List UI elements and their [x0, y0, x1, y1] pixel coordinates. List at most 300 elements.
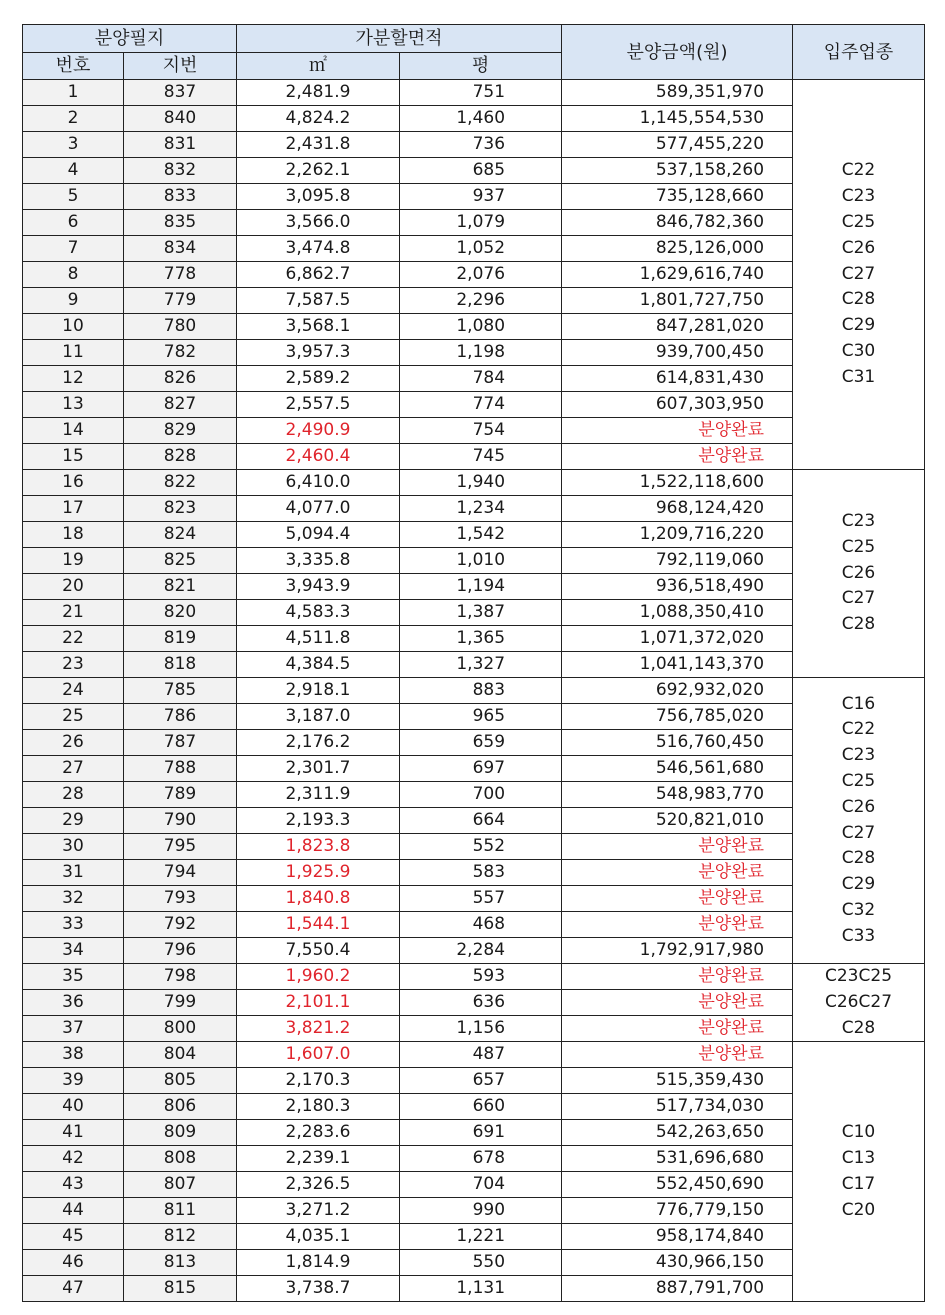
- cell-area-sqm: 1,840.8: [237, 886, 400, 912]
- industry-code: C26C27: [825, 991, 893, 1012]
- cell-area-sqm: 2,176.2: [237, 730, 400, 756]
- cell-lot: 840: [124, 106, 237, 132]
- table-row: [23, 1068, 925, 1094]
- cell-area-pyeong: 1,010: [400, 548, 562, 574]
- cell-area-sqm: 2,193.3: [237, 808, 400, 834]
- cell-price: 589,351,970: [562, 80, 793, 106]
- cell-area-sqm: 3,738.7: [237, 1276, 400, 1302]
- cell-price: 분양완료: [562, 860, 793, 886]
- cell-lot: 806: [124, 1094, 237, 1120]
- cell-lot: 815: [124, 1276, 237, 1302]
- cell-no: 36: [23, 990, 124, 1016]
- cell-no: 11: [23, 340, 124, 366]
- cell-no: 25: [23, 704, 124, 730]
- cell-area-sqm: 3,566.0: [237, 210, 400, 236]
- cell-lot: 792: [124, 912, 237, 938]
- cell-no: 30: [23, 834, 124, 860]
- cell-area-pyeong: 751: [400, 80, 562, 106]
- table-row: [23, 158, 925, 184]
- cell-area-pyeong: 657: [400, 1068, 562, 1094]
- cell-price: 430,966,150: [562, 1250, 793, 1276]
- cell-area-pyeong: 468: [400, 912, 562, 938]
- cell-price: 1,209,716,220: [562, 522, 793, 548]
- cell-lot: 818: [124, 652, 237, 678]
- cell-area-pyeong: 1,080: [400, 314, 562, 340]
- table-row: [23, 288, 925, 314]
- cell-area-sqm: 4,077.0: [237, 496, 400, 522]
- cell-industry-codes: [793, 678, 925, 964]
- cell-no: 34: [23, 938, 124, 964]
- cell-price: 607,303,950: [562, 392, 793, 418]
- cell-area-pyeong: 1,542: [400, 522, 562, 548]
- cell-no: 28: [23, 782, 124, 808]
- cell-area-pyeong: 2,076: [400, 262, 562, 288]
- cell-price: 936,518,490: [562, 574, 793, 600]
- cell-area-sqm: 1,814.9: [237, 1250, 400, 1276]
- cell-area-sqm: 1,607.0: [237, 1042, 400, 1068]
- cell-price: 939,700,450: [562, 340, 793, 366]
- cell-area-sqm: 2,589.2: [237, 366, 400, 392]
- cell-price: 887,791,700: [562, 1276, 793, 1302]
- cell-area-pyeong: 1,460: [400, 106, 562, 132]
- table-row: [23, 522, 925, 548]
- table-row: [23, 106, 925, 132]
- cell-area-pyeong: 1,234: [400, 496, 562, 522]
- industry-code: C23C25: [825, 966, 893, 986]
- cell-price: 분양완료: [562, 444, 793, 470]
- cell-price: 692,932,020: [562, 678, 793, 704]
- cell-lot: 798: [124, 964, 237, 990]
- table-row: [23, 834, 925, 860]
- cell-lot: 823: [124, 496, 237, 522]
- table-row: [23, 1172, 925, 1198]
- cell-area-pyeong: 685: [400, 158, 562, 184]
- cell-price: 1,792,917,980: [562, 938, 793, 964]
- cell-no: 32: [23, 886, 124, 912]
- cell-area-sqm: 3,957.3: [237, 340, 400, 366]
- industry-code: C29: [841, 874, 876, 895]
- cell-area-sqm: 6,862.7: [237, 262, 400, 288]
- cell-lot: 793: [124, 886, 237, 912]
- cell-area-sqm: 2,460.4: [237, 444, 400, 470]
- cell-price: 542,263,650: [562, 1120, 793, 1146]
- cell-area-sqm: 4,035.1: [237, 1224, 400, 1250]
- table-row: [23, 860, 925, 886]
- industry-code: C25: [841, 212, 876, 232]
- industry-code: C20: [841, 1199, 876, 1220]
- cell-no: 1: [23, 80, 124, 106]
- table-row: [23, 1094, 925, 1120]
- cell-lot: 808: [124, 1146, 237, 1172]
- table-row: [23, 1276, 925, 1302]
- cell-lot: 782: [124, 340, 237, 366]
- cell-price: 1,071,372,020: [562, 626, 793, 652]
- cell-no: 8: [23, 262, 124, 288]
- header-pyeong: 평: [400, 53, 562, 80]
- table-row: [23, 184, 925, 210]
- cell-area-pyeong: 704: [400, 1172, 562, 1198]
- table-row: [23, 392, 925, 418]
- cell-area-pyeong: 736: [400, 132, 562, 158]
- cell-area-pyeong: 1,198: [400, 340, 562, 366]
- cell-area-pyeong: 990: [400, 1198, 562, 1224]
- cell-lot: 831: [124, 132, 237, 158]
- cell-area-sqm: 5,094.4: [237, 522, 400, 548]
- cell-lot: 786: [124, 704, 237, 730]
- industry-code: C28: [841, 289, 876, 310]
- industry-code: C30: [841, 340, 876, 361]
- cell-area-sqm: 3,271.2: [237, 1198, 400, 1224]
- cell-industry-codes: [793, 1042, 925, 1302]
- cell-price: 분양완료: [562, 886, 793, 912]
- cell-area-sqm: 2,490.9: [237, 418, 400, 444]
- cell-no: 6: [23, 210, 124, 236]
- table-row: [23, 366, 925, 392]
- cell-price: 1,145,554,530: [562, 106, 793, 132]
- cell-no: 26: [23, 730, 124, 756]
- cell-price: 968,124,420: [562, 496, 793, 522]
- cell-area-pyeong: 1,221: [400, 1224, 562, 1250]
- cell-no: 40: [23, 1094, 124, 1120]
- cell-lot: 785: [124, 678, 237, 704]
- table-body: [23, 80, 925, 1302]
- cell-area-sqm: 2,170.3: [237, 1068, 400, 1094]
- cell-no: 39: [23, 1068, 124, 1094]
- cell-area-sqm: 2,481.9: [237, 80, 400, 106]
- cell-price: 분양완료: [562, 1016, 793, 1042]
- cell-price: 735,128,660: [562, 184, 793, 210]
- cell-price: 분양완료: [562, 912, 793, 938]
- cell-lot: 822: [124, 470, 237, 496]
- cell-lot: 804: [124, 1042, 237, 1068]
- cell-area-pyeong: 883: [400, 678, 562, 704]
- cell-lot: 819: [124, 626, 237, 652]
- parcel-sale-table: [22, 24, 925, 1302]
- cell-price: 531,696,680: [562, 1146, 793, 1172]
- cell-lot: 778: [124, 262, 237, 288]
- table-row: [23, 1198, 925, 1224]
- cell-price: 분양완료: [562, 990, 793, 1016]
- cell-area-sqm: 3,821.2: [237, 1016, 400, 1042]
- table-row: [23, 938, 925, 964]
- cell-lot: 788: [124, 756, 237, 782]
- cell-area-sqm: 1,823.8: [237, 834, 400, 860]
- cell-area-pyeong: 691: [400, 1120, 562, 1146]
- cell-area-pyeong: 1,327: [400, 652, 562, 678]
- table-row: [23, 132, 925, 158]
- cell-no: 21: [23, 600, 124, 626]
- cell-price: 958,174,840: [562, 1224, 793, 1250]
- cell-no: 7: [23, 236, 124, 262]
- cell-area-sqm: 2,311.9: [237, 782, 400, 808]
- cell-area-sqm: 3,335.8: [237, 548, 400, 574]
- cell-no: 14: [23, 418, 124, 444]
- cell-no: 13: [23, 392, 124, 418]
- cell-area-sqm: 2,918.1: [237, 678, 400, 704]
- cell-area-sqm: 3,095.8: [237, 184, 400, 210]
- industry-code: C32: [841, 899, 876, 920]
- cell-price: 520,821,010: [562, 808, 793, 834]
- industry-code: C28: [841, 1017, 876, 1038]
- cell-lot: 790: [124, 808, 237, 834]
- cell-area-sqm: 1,960.2: [237, 964, 400, 990]
- cell-area-sqm: 2,301.7: [237, 756, 400, 782]
- cell-area-pyeong: 660: [400, 1094, 562, 1120]
- cell-no: 3: [23, 132, 124, 158]
- industry-code: C25: [841, 536, 876, 557]
- cell-lot: 837: [124, 80, 237, 106]
- cell-no: 24: [23, 678, 124, 704]
- cell-no: 27: [23, 756, 124, 782]
- cell-lot: 820: [124, 600, 237, 626]
- table-row: [23, 496, 925, 522]
- cell-area-pyeong: 1,194: [400, 574, 562, 600]
- cell-industry-codes: [793, 470, 925, 678]
- cell-lot: 835: [124, 210, 237, 236]
- table-row: [23, 470, 925, 496]
- cell-lot: 787: [124, 730, 237, 756]
- header-sqm: ㎡: [237, 53, 400, 80]
- cell-area-pyeong: 784: [400, 366, 562, 392]
- cell-no: 29: [23, 808, 124, 834]
- cell-area-sqm: 1,544.1: [237, 912, 400, 938]
- cell-price: 1,041,143,370: [562, 652, 793, 678]
- industry-code: C27: [841, 263, 876, 284]
- cell-lot: 833: [124, 184, 237, 210]
- cell-lot: 826: [124, 366, 237, 392]
- cell-lot: 809: [124, 1120, 237, 1146]
- industry-code: C13: [841, 1148, 876, 1169]
- header-price: 분양금액(원): [562, 25, 793, 80]
- cell-area-sqm: 1,925.9: [237, 860, 400, 886]
- cell-lot: 821: [124, 574, 237, 600]
- table-row: [23, 626, 925, 652]
- cell-area-sqm: 7,587.5: [237, 288, 400, 314]
- header-row-1: [23, 25, 925, 53]
- cell-price: 548,983,770: [562, 782, 793, 808]
- industry-code: C29: [841, 315, 876, 336]
- cell-lot: 805: [124, 1068, 237, 1094]
- cell-no: 17: [23, 496, 124, 522]
- cell-lot: 832: [124, 158, 237, 184]
- cell-no: 44: [23, 1198, 124, 1224]
- industry-code: C26: [841, 562, 876, 583]
- cell-price: 847,281,020: [562, 314, 793, 340]
- cell-area-pyeong: 937: [400, 184, 562, 210]
- cell-no: 9: [23, 288, 124, 314]
- table-row: [23, 236, 925, 262]
- cell-area-pyeong: 550: [400, 1250, 562, 1276]
- table-row: [23, 678, 925, 704]
- cell-no: 43: [23, 1172, 124, 1198]
- cell-no: 22: [23, 626, 124, 652]
- industry-code: C26: [841, 237, 876, 258]
- table-row: [23, 1250, 925, 1276]
- cell-no: 38: [23, 1042, 124, 1068]
- cell-price: 825,126,000: [562, 236, 793, 262]
- cell-price: 515,359,430: [562, 1068, 793, 1094]
- industry-code: C23: [841, 511, 876, 531]
- cell-area-pyeong: 697: [400, 756, 562, 782]
- cell-no: 16: [23, 470, 124, 496]
- table-row: [23, 574, 925, 600]
- table-row: [23, 730, 925, 756]
- industry-code: C16: [841, 693, 876, 714]
- cell-area-sqm: 2,431.8: [237, 132, 400, 158]
- table-row: [23, 210, 925, 236]
- cell-no: 15: [23, 444, 124, 470]
- cell-area-sqm: 3,474.8: [237, 236, 400, 262]
- table-row: [23, 1120, 925, 1146]
- cell-area-sqm: 3,187.0: [237, 704, 400, 730]
- table-row: [23, 80, 925, 106]
- cell-price: 분양완료: [562, 1042, 793, 1068]
- industry-code: C26: [841, 796, 876, 817]
- cell-area-pyeong: 1,052: [400, 236, 562, 262]
- cell-area-pyeong: 583: [400, 860, 562, 886]
- cell-no: 41: [23, 1120, 124, 1146]
- table-row: [23, 314, 925, 340]
- cell-price: 분양완료: [562, 418, 793, 444]
- table-row: [23, 548, 925, 574]
- cell-price: 517,734,030: [562, 1094, 793, 1120]
- table-row: [23, 418, 925, 444]
- industry-code: C33: [841, 925, 876, 946]
- cell-lot: 828: [124, 444, 237, 470]
- industry-code: C22: [841, 160, 876, 181]
- cell-area-pyeong: 700: [400, 782, 562, 808]
- cell-lot: 825: [124, 548, 237, 574]
- header-area-group: 가분할면적: [237, 25, 562, 53]
- cell-no: 47: [23, 1276, 124, 1302]
- cell-lot: 799: [124, 990, 237, 1016]
- cell-area-sqm: 4,511.8: [237, 626, 400, 652]
- cell-area-pyeong: 664: [400, 808, 562, 834]
- cell-area-pyeong: 593: [400, 964, 562, 990]
- cell-area-sqm: 4,384.5: [237, 652, 400, 678]
- cell-lot: 834: [124, 236, 237, 262]
- cell-area-sqm: 4,583.3: [237, 600, 400, 626]
- header-parcel-group: 분양필지: [23, 25, 237, 53]
- cell-area-pyeong: 1,940: [400, 470, 562, 496]
- industry-code: C25: [841, 770, 876, 791]
- cell-area-pyeong: 1,131: [400, 1276, 562, 1302]
- cell-price: 792,119,060: [562, 548, 793, 574]
- table-row: [23, 600, 925, 626]
- cell-area-sqm: 3,568.1: [237, 314, 400, 340]
- cell-industry-codes: [793, 964, 925, 1042]
- cell-area-pyeong: 774: [400, 392, 562, 418]
- cell-area-pyeong: 487: [400, 1042, 562, 1068]
- cell-area-sqm: 2,283.6: [237, 1120, 400, 1146]
- table-row: [23, 990, 925, 1016]
- cell-area-sqm: 4,824.2: [237, 106, 400, 132]
- table-row: [23, 964, 925, 990]
- cell-price: 1,629,616,740: [562, 262, 793, 288]
- cell-area-pyeong: 965: [400, 704, 562, 730]
- cell-price: 분양완료: [562, 964, 793, 990]
- table-row: [23, 1146, 925, 1172]
- cell-no: 35: [23, 964, 124, 990]
- cell-no: 37: [23, 1016, 124, 1042]
- cell-price: 546,561,680: [562, 756, 793, 782]
- cell-area-pyeong: 636: [400, 990, 562, 1016]
- cell-price: 776,779,150: [562, 1198, 793, 1224]
- table-row: [23, 704, 925, 730]
- cell-area-pyeong: 557: [400, 886, 562, 912]
- cell-price: 분양완료: [562, 834, 793, 860]
- table-row: [23, 808, 925, 834]
- cell-lot: 789: [124, 782, 237, 808]
- cell-industry-codes: [793, 80, 925, 470]
- cell-area-sqm: 7,550.4: [237, 938, 400, 964]
- header-no: 번호: [23, 53, 124, 80]
- cell-price: 537,158,260: [562, 158, 793, 184]
- cell-lot: 796: [124, 938, 237, 964]
- cell-no: 5: [23, 184, 124, 210]
- cell-area-pyeong: 2,296: [400, 288, 562, 314]
- cell-lot: 780: [124, 314, 237, 340]
- table-row: [23, 340, 925, 366]
- cell-area-pyeong: 2,284: [400, 938, 562, 964]
- industry-code: C27: [841, 822, 876, 843]
- cell-price: 756,785,020: [562, 704, 793, 730]
- cell-lot: 794: [124, 860, 237, 886]
- cell-area-pyeong: 745: [400, 444, 562, 470]
- cell-area-sqm: 2,101.1: [237, 990, 400, 1016]
- table-row: [23, 652, 925, 678]
- cell-price: 516,760,450: [562, 730, 793, 756]
- cell-area-sqm: 2,326.5: [237, 1172, 400, 1198]
- cell-area-sqm: 2,239.1: [237, 1146, 400, 1172]
- cell-no: 46: [23, 1250, 124, 1276]
- cell-area-pyeong: 678: [400, 1146, 562, 1172]
- cell-price: 846,782,360: [562, 210, 793, 236]
- table-row: [23, 1224, 925, 1250]
- cell-lot: 807: [124, 1172, 237, 1198]
- header-industry: 입주업종: [793, 25, 925, 80]
- cell-lot: 827: [124, 392, 237, 418]
- cell-no: 12: [23, 366, 124, 392]
- cell-price: 577,455,220: [562, 132, 793, 158]
- cell-area-sqm: 2,262.1: [237, 158, 400, 184]
- cell-area-pyeong: 1,387: [400, 600, 562, 626]
- table-row: [23, 886, 925, 912]
- cell-no: 18: [23, 522, 124, 548]
- cell-lot: 812: [124, 1224, 237, 1250]
- cell-price: 552,450,690: [562, 1172, 793, 1198]
- industry-code: C23: [841, 186, 876, 207]
- cell-area-pyeong: 552: [400, 834, 562, 860]
- cell-price: 1,088,350,410: [562, 600, 793, 626]
- cell-price: 1,522,118,600: [562, 470, 793, 496]
- cell-lot: 779: [124, 288, 237, 314]
- cell-price: 614,831,430: [562, 366, 793, 392]
- table-row: [23, 1042, 925, 1068]
- cell-lot: 800: [124, 1016, 237, 1042]
- industry-code: C28: [841, 614, 876, 635]
- cell-no: 45: [23, 1224, 124, 1250]
- cell-no: 20: [23, 574, 124, 600]
- cell-no: 42: [23, 1146, 124, 1172]
- industry-code: C22: [841, 719, 876, 740]
- table-row: [23, 912, 925, 938]
- table-row: [23, 444, 925, 470]
- cell-area-sqm: 2,557.5: [237, 392, 400, 418]
- cell-lot: 795: [124, 834, 237, 860]
- cell-lot: 829: [124, 418, 237, 444]
- cell-lot: 824: [124, 522, 237, 548]
